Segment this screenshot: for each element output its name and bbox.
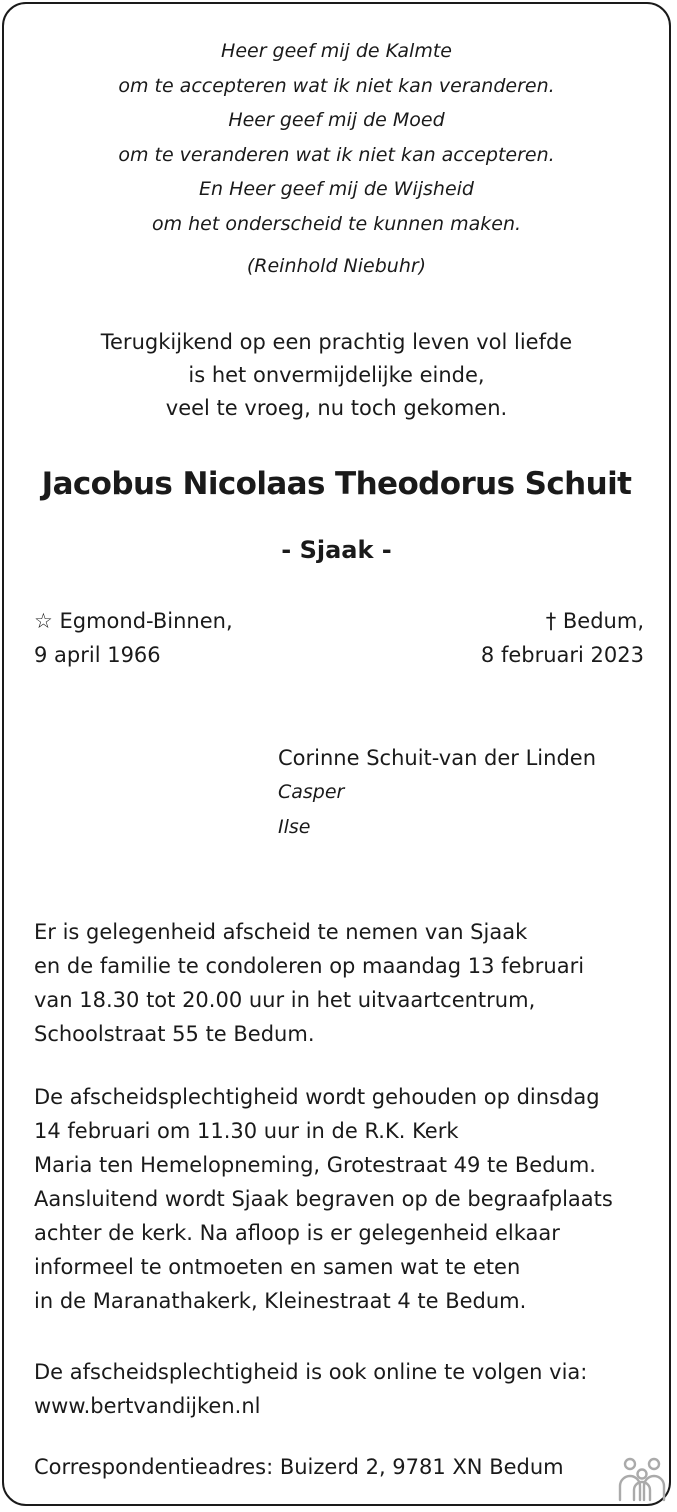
poem-author: (Reinhold Niebuhr) <box>246 255 427 277</box>
intro-line: veel te vroeg, nu toch gekomen. <box>165 396 508 420</box>
paragraph-line: Schoolstraat 55 te Bedum. <box>34 1022 315 1046</box>
poem-line: Heer geef mij de Moed <box>228 109 445 131</box>
paragraph-line: achter de kerk. Na afloop is er gelegenheid elkaar <box>34 1221 560 1245</box>
website-link[interactable]: www.bertvandijken.nl <box>34 1394 261 1418</box>
poem-line: om te veranderen wat ik niet kan accepteren. <box>118 143 555 166</box>
death-place: † Bedum, <box>545 609 644 633</box>
birth-place: ☆ Egmond-Binnen, <box>34 609 233 633</box>
paragraph-line: en de familie te condoleren op maandag 13 februari <box>34 954 585 978</box>
paragraph-line: Maria ten Hemelopneming, Grotestraat 49 te Bedum. <box>34 1153 596 1177</box>
family-group-icon <box>616 1456 668 1502</box>
death-date: 8 februari 2023 <box>480 643 644 667</box>
death-info <box>481 604 644 672</box>
poem <box>4 34 669 241</box>
birth-info <box>34 604 233 672</box>
intro-line: is het onvermijdelijke einde, <box>188 363 485 387</box>
poem-line: En Heer geef mij de Wijsheid <box>199 178 474 200</box>
paragraph-line: Er is gelegenheid afscheid te nemen van Sjaak <box>34 920 528 944</box>
condolence-paragraph <box>34 915 584 1051</box>
poem-line: Heer geef mij de Kalmte <box>221 40 452 62</box>
poem-line: om het onderscheid te kunnen maken. <box>151 212 522 235</box>
intro-line: Terugkijkend op een prachtig leven vol liefde <box>100 330 573 354</box>
poem-line: om te accepteren wat ik niet kan veranderen. <box>118 74 555 97</box>
paragraph-line: van 18.30 tot 20.00 uur in het uitvaartcentrum, <box>34 988 536 1012</box>
family-list <box>278 741 596 845</box>
online-paragraph <box>34 1355 587 1423</box>
paragraph-line: Aansluitend wordt Sjaak begraven op de begraafplaats <box>34 1187 613 1211</box>
intro-text <box>4 326 669 425</box>
paragraph-line: De afscheidsplechtigheid wordt gehouden op dinsdag <box>34 1085 600 1109</box>
correspondence-address: Correspondentieadres: Buizerd 2, 9781 XN Bedum <box>34 1455 564 1479</box>
birth-date: 9 april 1966 <box>34 643 161 667</box>
obituary-card <box>2 2 671 1506</box>
paragraph-line: in de Maranathakerk, Kleinestraat 4 te Bedum. <box>34 1289 527 1313</box>
ceremony-paragraph <box>34 1080 613 1318</box>
deceased-name: Jacobus Nicolaas Theodorus Schuit <box>41 466 632 502</box>
paragraph-line: De afscheidsplechtigheid is ook online te volgen via: <box>34 1360 588 1384</box>
paragraph-line: 14 februari om 11.30 uur in de R.K. Kerk <box>34 1119 459 1143</box>
child-name: Casper <box>278 781 345 803</box>
spouse-name: Corinne Schuit-van der Linden <box>278 746 597 770</box>
deceased-nickname: - Sjaak - <box>281 536 392 564</box>
paragraph-line: informeel te ontmoeten en samen wat te eten <box>34 1255 521 1279</box>
child-name: Ilse <box>278 816 311 838</box>
